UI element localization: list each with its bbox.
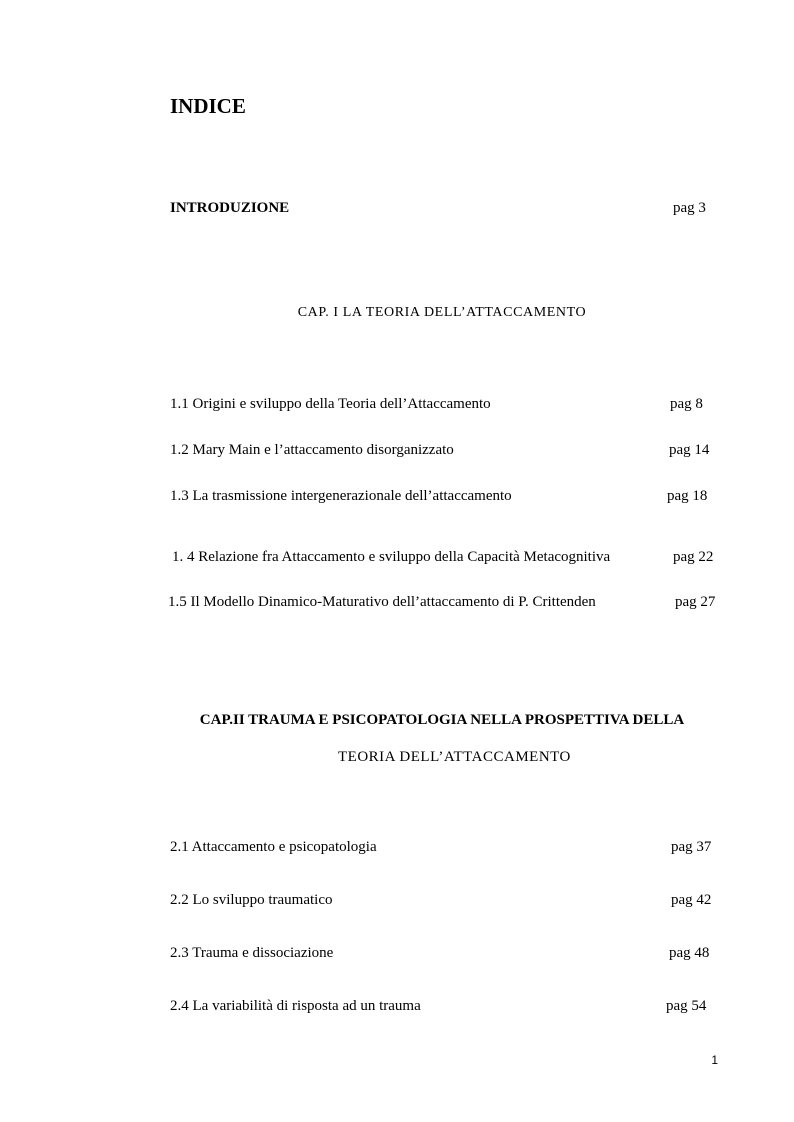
introduction-page: pag 3 bbox=[673, 200, 706, 216]
toc-entry-1-2: 1.2 Mary Main e l’attaccamento disorganizzato bbox=[170, 442, 454, 458]
chapter1-heading: CAP. I LA TEORIA DELL’ATTACCAMENTO bbox=[297, 305, 587, 320]
toc-page-1-5: pag 27 bbox=[675, 594, 716, 610]
toc-entry-1-1: 1.1 Origini e sviluppo della Teoria dell’Attaccamento bbox=[170, 396, 491, 412]
toc-page-2-4: pag 54 bbox=[666, 998, 707, 1014]
toc-entry-1-5: 1.5 Il Modello Dinamico-Maturativo dell’attaccamento di P. Crittenden bbox=[168, 594, 596, 610]
toc-entry-2-1: 2.1 Attaccamento e psicopatologia bbox=[170, 839, 377, 855]
toc-entry-1-3: 1.3 La trasmissione intergenerazionale dell’attaccamento bbox=[170, 488, 512, 504]
toc-page-1-3: pag 18 bbox=[667, 488, 708, 504]
toc-entry-1-4: 1. 4 Relazione fra Attaccamento e sviluppo della Capacità Metacognitiva bbox=[172, 549, 611, 565]
toc-page-2-2: pag 42 bbox=[671, 892, 712, 908]
toc-entry-2-3: 2.3 Trauma e dissociazione bbox=[170, 945, 334, 961]
page-title: INDICE bbox=[170, 94, 246, 118]
chapter2-heading-line1: CAP.II TRAUMA E PSICOPATOLOGIA NELLA PROSPETTIVA DELLA bbox=[199, 712, 685, 728]
chapter2-heading-line2: TEORIA DELL’ATTACCAMENTO bbox=[338, 749, 571, 765]
toc-page-1-2: pag 14 bbox=[669, 442, 710, 458]
page-number: 1 bbox=[711, 1053, 718, 1067]
introduction-label: INTRODUZIONE bbox=[170, 200, 290, 216]
toc-entry-2-2: 2.2 Lo sviluppo traumatico bbox=[170, 892, 333, 908]
toc-entry-2-4: 2.4 La variabilità di risposta ad un trauma bbox=[170, 998, 421, 1014]
toc-page-1-1: pag 8 bbox=[670, 396, 703, 412]
toc-page-2-1: pag 37 bbox=[671, 839, 712, 855]
toc-page-2-3: pag 48 bbox=[669, 945, 710, 961]
toc-page-1-4: pag 22 bbox=[673, 549, 714, 565]
